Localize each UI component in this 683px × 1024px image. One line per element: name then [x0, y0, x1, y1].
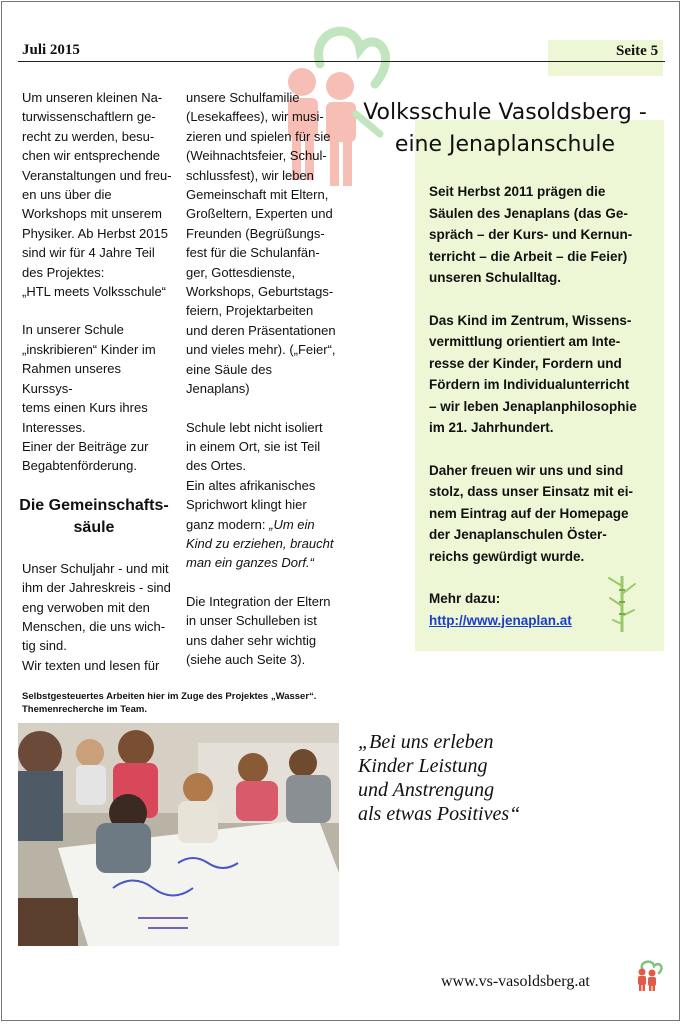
box-paragraph-2: Das Kind im Zentrum, Wissens- vermittlung orientiert am Inte- resse der Kinder, Fordern und Fördern im Individualunterricht – wir leben Jenaplanphilosophie im 21. Jahrhundert. [429, 312, 637, 435]
village-text: Schule lebt nicht isoliert in einem Ort, sie ist Teil des Ortes. Ein altes afrikanisches Sprichwort klingt hier ganz modern: [186, 419, 323, 532]
text-column-1 [19, 88, 172, 694]
paragraph-school-year: Unser Schuljahr - und mit ihm der Jahreskreis - sind eng verwoben mit den Menschen, die uns wich- tig sind. Wir texten und lesen für [22, 560, 171, 673]
bamboo-icon [605, 572, 639, 634]
issue-date: Juli 2015 [22, 42, 80, 58]
box-title: Volksschule Vasoldsberg - eine Jenaplanschule [363, 100, 647, 157]
pull-quote: „Bei uns erleben Kinder Leistung und Anstrengung als etwas Positives“ [358, 731, 521, 825]
box-text [429, 181, 664, 631]
paragraph-science: Um unseren kleinen Na- turwissenschaftlern ge- recht zu werden, besu- chen wir entsprechende Veranstaltungen und freu- en uns über die Workshops mit unserem Physiker. Ab Herbst 2015 sind wir für 4 Jahre Teil des Projektes: „HTL meets Volksschule“ [22, 90, 172, 300]
paragraph-school-family: unsere Schulfamilie (Lesekaffees), wir musi- zieren und spielen für sie (Weihnachtsfeier, Schul- schlussfest), wir leben Gemeinschaft mit Eltern, Großeltern, Experten und Freunden (Begrüßungs- fest für die Schulanfän- ger, Gottesdienste, Workshops, Geburtstags- feiern, Projektarbeiten und deren Präsentationen und vieles mehr). („Feier“, eine Säule des Jenaplans) [186, 90, 336, 397]
classroom-photo [18, 723, 339, 946]
african-proverb: „Um ein Kind zu erziehen, braucht man ein ganzes Dorf.“ [186, 516, 334, 571]
photo-caption: Selbstgesteuertes Arbeiten hier im Zuge des Projektes „Wasser“. Themenrecherche im Team. [22, 691, 317, 715]
section-heading-community: Die Gemeinschafts- säule [19, 496, 169, 536]
jenaplan-link[interactable]: http://www.jenaplan.at [429, 612, 572, 628]
paragraph-parents: Die Integration der Eltern in unser Schulleben ist uns daher sehr wichtig (siehe auch Seite 3). [186, 593, 331, 667]
footer-website[interactable]: www.vs-vasoldsberg.at [441, 973, 590, 990]
paragraph-course-system: In unserer Schule „inskribieren“ Kinder im Rahmen unseres Kurssys- tems einen Kurs ihres Interesses. Einer der Beiträge zur Begabtenförderung. [22, 322, 156, 474]
box-paragraph-1: Seit Herbst 2011 prägen die Säulen des Jenaplans (das Ge- spräch – der Kurs- und Kernun- terricht – die Arbeit – die Feier) unseren Schulalltag. [429, 184, 633, 285]
box-paragraph-3: Daher freuen wir uns und sind stolz, dass unser Einsatz mit ei- nem Eintrag auf der Homepage der Jenaplanschulen Öster- reichs gewürdigt wurde. [429, 462, 634, 564]
header-divider [18, 61, 665, 62]
paragraph-village [186, 418, 338, 573]
page-number: Seite 5 [548, 40, 663, 76]
text-column-2 [186, 88, 338, 688]
more-info-label: Mehr dazu: [429, 591, 501, 606]
school-logo-icon [633, 960, 663, 992]
